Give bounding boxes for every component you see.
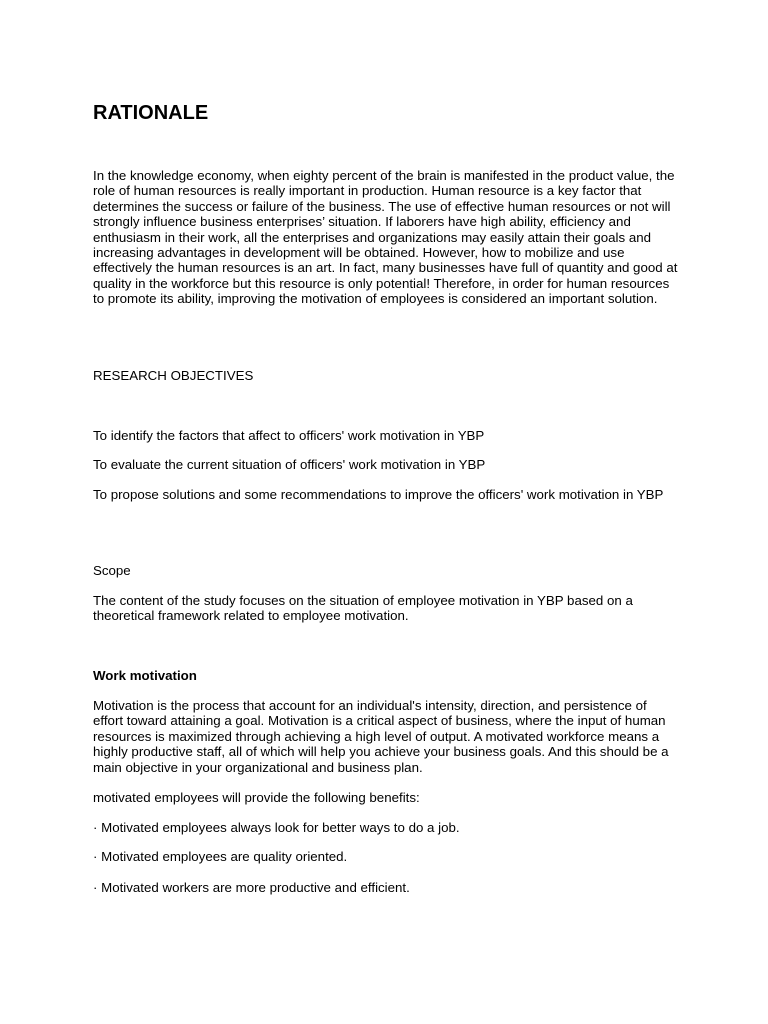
document-title: RATIONALE	[93, 102, 209, 124]
benefit-item: · Motivated employees are quality oriented.	[93, 849, 348, 864]
objective-item: To propose solutions and some recommendations to improve the officers' work motivation in YBP	[93, 487, 664, 502]
research-objectives-heading: RESEARCH OBJECTIVES	[93, 368, 254, 383]
objective-item: To identify the factors that affect to officers' work motivation in YBP	[93, 428, 485, 443]
work-motivation-heading: Work motivation	[93, 668, 197, 683]
benefits-intro: motivated employees will provide the following benefits:	[93, 790, 420, 805]
benefit-item: · Motivated employees always look for better ways to do a job.	[93, 820, 460, 835]
scope-heading: Scope	[93, 563, 131, 578]
scope-paragraph: The content of the study focuses on the situation of employee motivation in YBP based on a theoretical framework related to employee motivation.	[93, 593, 633, 624]
benefit-item: · Motivated workers are more productive and efficient.	[93, 880, 410, 895]
work-motivation-paragraph: Motivation is the process that account for an individual's intensity, direction, and persistence of effort toward attaining a goal. Motivation is a critical aspect of business, where the input of human resources is maximized through achieving a high level of output. A motivated workforce means a highly productive staff, all of which will help you achieve your business goals. And this should be a main objective in your organizational and business plan.	[93, 698, 669, 775]
intro-paragraph: In the knowledge economy, when eighty percent of the brain is manifested in the product value, the role of human resources is really important in production. Human resource is a key factor that determines the success or failure of the business. The use of effective human resources or not will strongly influence business enterprises’ situation. If laborers have high ability, efficiency and enthusiasm in their work, all the enterprises and organizations may easily attain their goals and increasing advantages in development will be obtained. However, how to mobilize and use effectively the human resources is an art. In fact, many businesses have full of quantity and good at quality in the workforce but this resource is only potential! Therefore, in order for human resources to promote its ability, improving the motivation of employees is considered an important solution.	[93, 168, 678, 307]
objective-item: To evaluate the current situation of officers' work motivation in YBP	[93, 457, 486, 472]
